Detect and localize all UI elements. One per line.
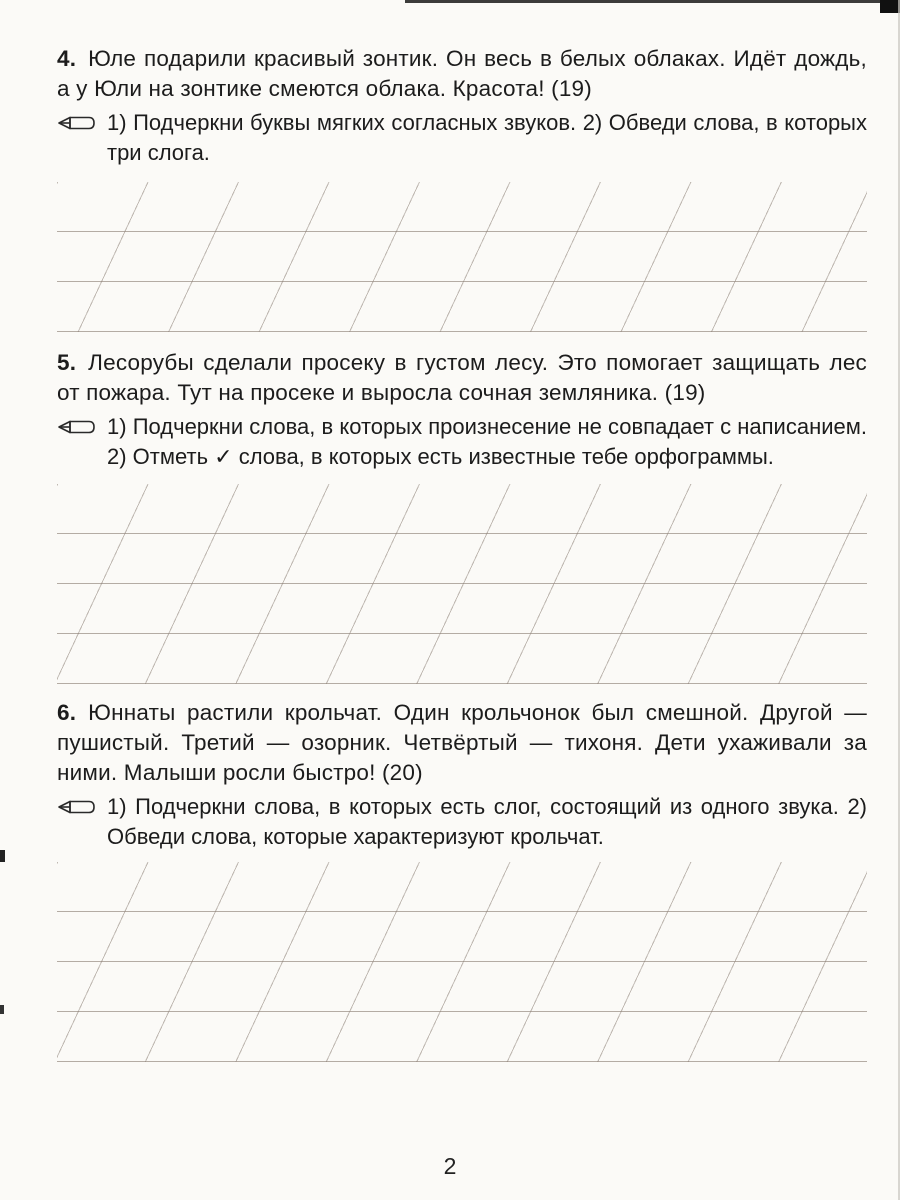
dictation-sentences: Лесорубы сделали просеку в густом лесу. Это помогает защищать лес от пожара. Тут на просеке и выросла сочная земляника. (19)	[57, 350, 867, 405]
task-instructions	[57, 108, 867, 168]
dictation-text	[57, 698, 867, 788]
writing-area	[57, 484, 867, 684]
page-number: 2	[443, 1153, 457, 1179]
dictation-sentences: Юле подарили красивый зонтик. Он весь в белых облаках. Идёт дождь, а у Юли на зонтике смеются облака. Красота! (19)	[57, 46, 867, 101]
exercise-5	[57, 348, 867, 684]
pen-icon	[57, 113, 97, 133]
dictation-text	[57, 44, 867, 104]
task-instructions	[57, 412, 867, 472]
exercise-number: 4.	[57, 46, 77, 71]
exercise-4	[57, 44, 867, 332]
exercise-number: 5.	[57, 350, 77, 375]
scan-artifact-left-mark	[0, 850, 5, 862]
exercise-number: 6.	[57, 700, 77, 725]
pen-icon	[57, 797, 97, 817]
dictation-text	[57, 348, 867, 408]
exercise-6	[57, 698, 867, 1062]
scan-artifact-corner	[880, 0, 900, 13]
scan-artifact-left-mark	[0, 1005, 4, 1014]
scan-artifact-top-edge	[405, 0, 900, 3]
dictation-sentences: Юннаты растили крольчат. Один крольчонок был смешной. Другой — пушистый. Третий — озорник. Четвёртый — тихоня. Дети ухаживали за ними. Малыши росли быстро! (20)	[57, 700, 867, 785]
pen-icon	[57, 417, 97, 437]
task-text: 1) Подчеркни слова, в которых произнесение не совпадает с написанием. 2) Отметь ✓ слова, в которых есть известные тебе орфограммы.	[107, 414, 867, 469]
writing-area	[57, 182, 867, 332]
writing-area	[57, 862, 867, 1062]
task-instructions	[57, 792, 867, 852]
task-text: 1) Подчеркни слова, в которых есть слог, состоящий из одного звука. 2) Обведи слова, которые характеризуют крольчат.	[107, 794, 867, 849]
task-text: 1) Подчеркни буквы мягких согласных звуков. 2) Обведи слова, в которых три слога.	[107, 110, 867, 165]
